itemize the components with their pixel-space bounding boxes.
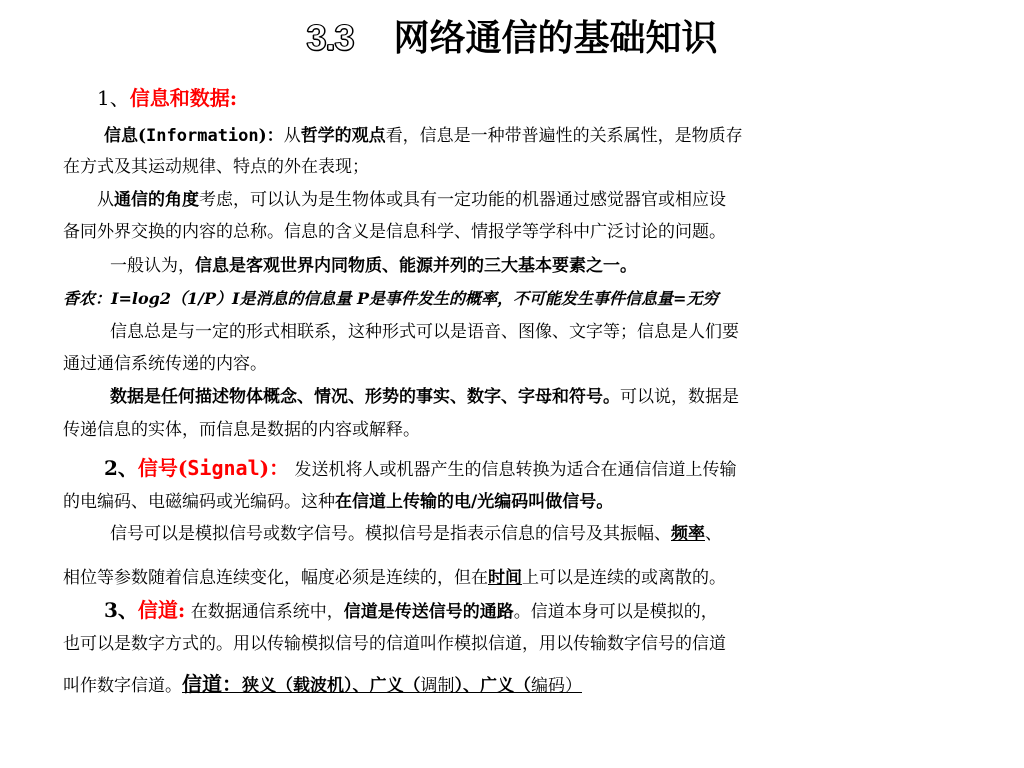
s2-p2-line2-c: 上可以是连续的或离散的。: [522, 568, 726, 588]
s3-p1-b: 信道是传送信号的通路: [343, 602, 514, 622]
s1-p5-b: 数据是任何描述物体概念、情况、形势的事实、数字、字母和符号。: [110, 387, 620, 407]
s1-p2-c: 考虑，可以认为是生物体或具有一定功能的机器通过感觉器官或相应设: [199, 190, 726, 210]
s2-p2-line1: [110, 522, 722, 546]
s3-line2: 也可以是数字方式的。用以传输模拟信号的信道叫作模拟信道，用以传输数字信号的信道: [63, 634, 726, 654]
s1-p1-b: 哲学的观点: [300, 126, 386, 146]
s1-p2-line1: [97, 188, 726, 212]
section2-number: 2、: [104, 456, 138, 480]
s2-p2-line1-c: 、: [705, 524, 722, 544]
s1-p4-line1: 信息总是与一定的形式相联系，这种形式可以是语音、图像、文字等；信息是人们要: [110, 322, 739, 342]
s2-p2-freq: 频率: [671, 524, 705, 544]
info-label-end: )：: [258, 126, 284, 146]
s1-p1-a: 从: [283, 126, 301, 146]
section2-title-a: 信号(: [137, 456, 188, 480]
section3-title: 信道:: [137, 598, 186, 622]
s3-line3-e: ）、广义（: [454, 676, 531, 696]
s3-p1-c: 。信道本身可以是模拟的，: [513, 602, 718, 622]
s1-p3: [110, 254, 637, 278]
section1-heading: [97, 86, 237, 110]
channel-label: 信道：: [182, 672, 242, 696]
s2-p2-line1-a: 信号可以是模拟信号或数字信号。模拟信号是指表示信息的信号及其振幅、: [110, 524, 671, 544]
section2-title-eng: Signal: [187, 456, 260, 480]
s2-p2-time: 时间: [488, 568, 522, 588]
section1-number: 1、: [97, 86, 130, 110]
s3-line3-d: 调制: [420, 676, 455, 696]
section-number: 3.3: [306, 17, 354, 58]
s3-line3-g: ）: [565, 676, 582, 696]
info-eng: Information: [146, 126, 259, 146]
s2-p1-c: 发送机将人或机器产生的信息转换为适合在通信信道上传输: [294, 460, 737, 480]
s3-line3-a: 叫作数字信道。: [63, 676, 182, 696]
s2-p1-line2-b: 在信道上传输的电/光编码叫做信号。: [335, 492, 614, 512]
slide-title: [0, 14, 1024, 63]
s3-line3-f: 编码: [531, 676, 565, 696]
s1-p3-b: 信息是客观世界内同物质、能源并列的三大基本要素之一。: [195, 256, 637, 276]
s1-p3-a: 一般认为，: [110, 256, 195, 276]
s1-p1-line1: [104, 124, 743, 148]
section3-number: 3、: [104, 598, 138, 622]
title-text: 网络通信的基础知识: [393, 17, 718, 59]
s1-p5-line2: 传递信息的实体，而信息是数据的内容或解释。: [63, 420, 420, 440]
info-label: 信息(: [104, 126, 147, 146]
s2-p2-line2: [63, 566, 726, 590]
s1-p5-line1: [110, 385, 739, 409]
section1-title: 信息和数据:: [129, 86, 238, 110]
s1-p1-line2: 在方式及其运动规律、特点的外在表现；: [63, 157, 369, 177]
s1-p2-line2: 备同外界交换的内容的总称。信息的含义是信息科学、情报学等学科中广泛讨论的问题。: [63, 222, 726, 242]
s2-p1-line2-a: 的电编码、电磁编码或光编码。这种: [63, 492, 335, 512]
s3-p1-a: 在数据通信系统中，: [190, 602, 344, 622]
s1-p1-c: 看，信息是一种带普遍性的关系属性，是物质存: [385, 126, 743, 146]
s1-p4-line2: 通过通信系统传递的内容。: [63, 354, 267, 374]
s1-p2-a: 从: [97, 190, 114, 210]
shannon-formula: 香农：I=log2（1/P）I是消息的信息量 P是事件发生的概率，不可能发生事件信息量=无穷: [63, 289, 719, 308]
s3-line1: [104, 598, 718, 624]
section2-title-b: )：: [259, 456, 290, 480]
s2-line2: [63, 490, 613, 514]
s2-line1: [104, 456, 737, 482]
s2-p2-line2-a: 相位等参数随着信息连续变化，幅度必须是连续的，但在: [63, 568, 488, 588]
s1-p2-b: 通信的角度: [114, 190, 199, 210]
s3-line3: [63, 672, 582, 698]
s1-p5-c: 可以说，数据是: [620, 387, 739, 407]
s3-line3-c: 狭义（载波机）、广义（: [242, 676, 421, 696]
